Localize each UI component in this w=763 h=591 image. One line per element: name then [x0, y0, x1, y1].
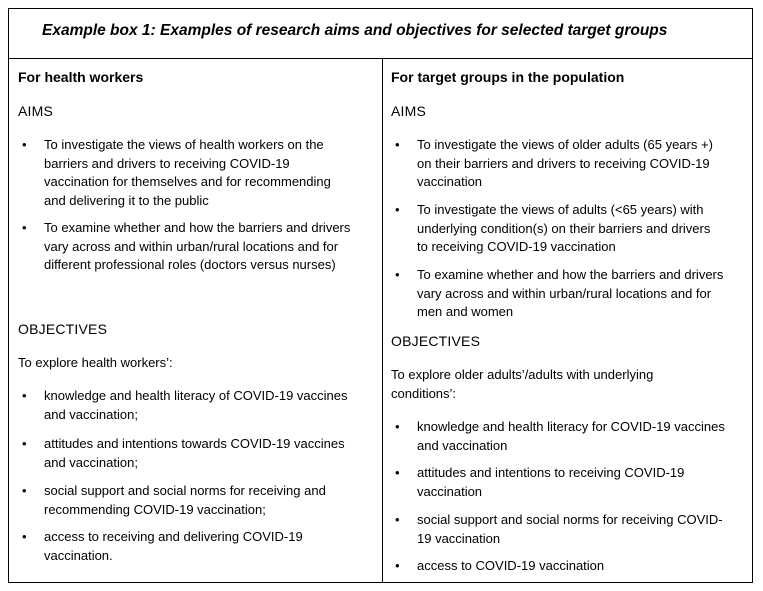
bullet-icon: •: [395, 419, 400, 434]
text-line: recommending COVID-19 vaccination;: [44, 501, 266, 517]
objectives-intro: To explore health workers’:: [18, 355, 173, 370]
objective-text: [417, 418, 751, 455]
text-line: men and women: [417, 304, 514, 319]
bullet-icon: •: [395, 512, 400, 527]
bullet-icon: •: [395, 558, 400, 573]
text-line: and vaccination: [417, 437, 508, 453]
bullet-icon: •: [22, 483, 27, 498]
bullet-icon: •: [395, 465, 400, 480]
text-line: To examine whether and how the barriers and drivers: [44, 220, 351, 235]
text-line: social support and social norms for receiving and: [44, 483, 326, 498]
text-line: To examine whether and how the barriers and drivers: [417, 267, 724, 282]
text-line: and delivering it to the public: [44, 192, 209, 208]
text-line: vary across and within urban/rural locations and for: [417, 285, 712, 301]
objectives-label: OBJECTIVES: [391, 333, 481, 349]
bullet-icon: •: [22, 220, 27, 235]
aim-text: [44, 219, 378, 275]
text-line: social support and social norms for receiving COVID-: [417, 512, 723, 527]
aim-text: [417, 136, 751, 192]
aims-label: AIMS: [391, 103, 427, 119]
text-line: vaccination for themselves and for recommending: [44, 174, 331, 189]
text-line: underlying condition(s) on their barriers and drivers: [417, 220, 711, 236]
text-line: vary across and within urban/rural locations and for: [44, 238, 339, 254]
objective-text: [44, 482, 378, 519]
text-line: to receiving COVID-19 vaccination: [417, 239, 616, 254]
bullet-icon: •: [22, 529, 27, 544]
text-line: access to receiving and delivering COVID-19: [44, 529, 303, 544]
text-line: and vaccination;: [44, 454, 138, 470]
aim-text: [417, 201, 751, 257]
objective-text: [44, 387, 378, 424]
bullet-icon: •: [22, 388, 27, 403]
objective-text: [417, 511, 751, 548]
text-line: knowledge and health literacy for COVID-19 vaccines: [417, 419, 725, 434]
text-line: conditions’:: [391, 385, 457, 401]
text-line: To investigate the views of adults (<65 years) with: [417, 202, 704, 217]
aim-text: [44, 136, 378, 210]
objectives-intro: [391, 366, 653, 403]
bullet-icon: •: [395, 202, 400, 217]
objectives-label: OBJECTIVES: [18, 321, 108, 337]
objective-text: [44, 435, 378, 472]
text-line: vaccination.: [44, 547, 113, 563]
objective-text: [44, 528, 378, 565]
example-box: [8, 8, 753, 583]
text-line: To investigate the views of health workers on the: [44, 137, 324, 152]
text-line: To investigate the views of older adults (65 years +): [417, 137, 713, 152]
text-line: vaccination: [417, 174, 483, 189]
text-line: different professional roles (doctors versus nurses): [44, 257, 336, 272]
aim-text: [417, 266, 751, 322]
text-line: 19 vaccination: [417, 530, 501, 546]
text-line: attitudes and intentions towards COVID-19 vaccines: [44, 436, 345, 451]
aims-label: AIMS: [18, 103, 54, 119]
text-line: access to COVID-19 vaccination: [417, 558, 605, 573]
column-heading: For health workers: [18, 69, 144, 85]
column-heading: For target groups in the population: [391, 69, 625, 85]
text-line: knowledge and health literacy of COVID-19 vaccines: [44, 388, 348, 403]
text-line: on their barriers and drivers to receiving COVID-19: [417, 155, 710, 171]
bullet-icon: •: [395, 137, 400, 152]
text-line: vaccination: [417, 483, 483, 499]
column-divider: [382, 59, 383, 582]
bullet-icon: •: [395, 267, 400, 282]
box-title: Example box 1: Examples of research aims and objectives for selected target groups: [42, 22, 668, 39]
objective-text: [417, 557, 751, 576]
text-line: To explore older adults’/adults with underlying: [391, 367, 654, 382]
bullet-icon: •: [22, 137, 27, 152]
objective-text: [417, 464, 751, 501]
title-row: [9, 9, 752, 59]
text-line: and vaccination;: [44, 406, 138, 422]
text-line: attitudes and intentions to receiving COVID-19: [417, 465, 685, 480]
bullet-icon: •: [22, 436, 27, 451]
text-line: barriers and drivers to receiving COVID-19: [44, 155, 290, 171]
